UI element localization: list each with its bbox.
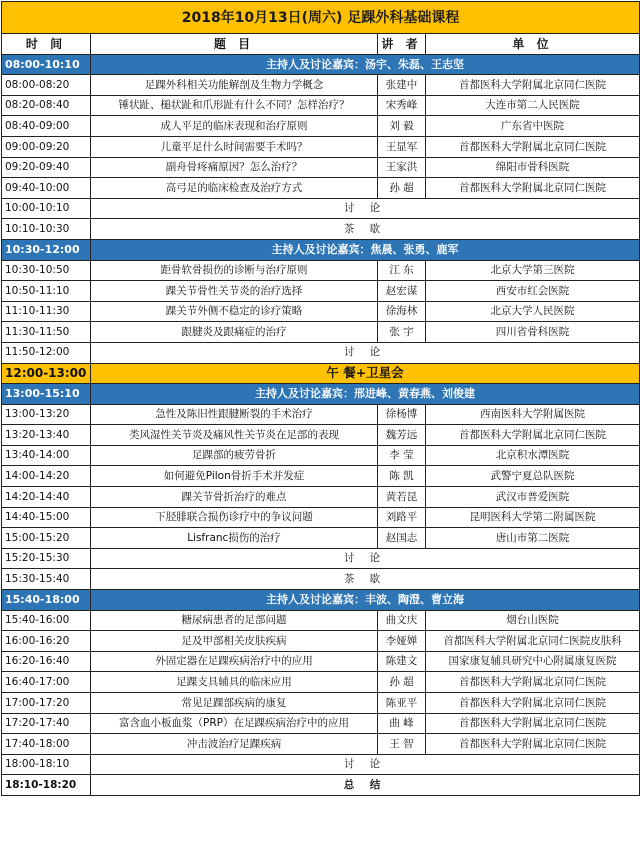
talk-row (2, 672, 640, 693)
topic-cell: 副舟骨疼痛原因？怎么治疗？ (91, 157, 378, 178)
header-speaker: 讲 者 (378, 34, 426, 55)
unit-cell: 北京积水潭医院 (426, 445, 640, 466)
session-row (2, 384, 640, 405)
time-cell: 08:00-08:20 (2, 75, 91, 96)
talk-row (2, 466, 640, 487)
unit-cell: 武汉市普爱医院 (426, 487, 640, 508)
summary-row (2, 775, 640, 796)
talk-row (2, 95, 640, 116)
time-cell: 17:20-17:40 (2, 713, 91, 734)
unit-cell: 国家康复辅具研究中心附属康复医院 (426, 651, 640, 672)
topic-cell: 足踝外科相关功能解剖及生物力学概念 (91, 75, 378, 96)
talk-row (2, 713, 640, 734)
time-cell: 13:40-14:00 (2, 445, 91, 466)
time-cell: 10:30-12:00 (2, 239, 91, 260)
topic-cell: 急性及陈旧性跟腱断裂的手术治疗 (91, 404, 378, 425)
topic-cell: 踝关节骨折治疗的难点 (91, 487, 378, 508)
unit-cell: 昆明医科大学第二附属医院 (426, 507, 640, 528)
talk-row (2, 260, 640, 281)
talk-row (2, 507, 640, 528)
schedule-table (1, 1, 640, 796)
break-label: 讨 论 (91, 342, 640, 363)
unit-cell: 西安市红会医院 (426, 281, 640, 302)
talk-row (2, 116, 640, 137)
time-cell: 08:00-10:10 (2, 54, 91, 75)
talk-row (2, 301, 640, 322)
topic-cell: 距骨软骨损伤的诊断与治疗原则 (91, 260, 378, 281)
time-cell: 16:40-17:00 (2, 672, 91, 693)
time-cell: 17:00-17:20 (2, 693, 91, 714)
unit-cell: 首都医科大学附属北京同仁医院 (426, 734, 640, 755)
time-cell: 18:10-18:20 (2, 775, 91, 796)
speaker-cell: 曲 峰 (378, 713, 426, 734)
unit-cell: 首都医科大学附属北京同仁医院 (426, 713, 640, 734)
talk-row (2, 136, 640, 157)
unit-cell: 首都医科大学附属北京同仁医院 (426, 136, 640, 157)
topic-cell: 锤状趾、槌状趾和爪形趾有什么不同？怎样治疗？ (91, 95, 378, 116)
speaker-cell: 张 宇 (378, 322, 426, 343)
session-host-cell: 主持人及讨论嘉宾：邢进峰、黄春燕、刘俊建 (91, 384, 640, 405)
unit-cell: 广东省中医院 (426, 116, 640, 137)
break-label: 讨 论 (91, 754, 640, 775)
talk-row (2, 157, 640, 178)
talk-row (2, 693, 640, 714)
unit-cell: 大连市第二人民医院 (426, 95, 640, 116)
topic-cell: 下胫腓联合损伤诊疗中的争议问题 (91, 507, 378, 528)
speaker-cell: 赵宏谋 (378, 281, 426, 302)
speaker-cell: 张建中 (378, 75, 426, 96)
break-row (2, 342, 640, 363)
talk-row (2, 281, 640, 302)
time-cell: 15:30-15:40 (2, 569, 91, 590)
time-cell: 13:20-13:40 (2, 425, 91, 446)
break-label: 茶 歇 (91, 569, 640, 590)
topic-cell: Lisfranc损伤的治疗 (91, 528, 378, 549)
time-cell: 10:50-11:10 (2, 281, 91, 302)
talk-row (2, 445, 640, 466)
speaker-cell: 王显军 (378, 136, 426, 157)
topic-cell: 高弓足的临床检查及治疗方式 (91, 178, 378, 199)
speaker-cell: 李娅婵 (378, 631, 426, 652)
time-cell: 14:00-14:20 (2, 466, 91, 487)
lunch-row (2, 363, 640, 384)
page-title: 2018年10月13日(周六) 足踝外科基础课程 (2, 2, 640, 34)
time-cell: 10:30-10:50 (2, 260, 91, 281)
break-row (2, 548, 640, 569)
unit-cell: 四川省骨科医院 (426, 322, 640, 343)
topic-cell: 儿童平足什么时间需要手术吗？ (91, 136, 378, 157)
session-host-cell: 主持人及讨论嘉宾：丰波、陶澄、曹立海 (91, 590, 640, 611)
speaker-cell: 江 东 (378, 260, 426, 281)
talk-row (2, 651, 640, 672)
topic-cell: 如何避免Pilon骨折手术并发症 (91, 466, 378, 487)
header-row (2, 34, 640, 55)
unit-cell: 首都医科大学附属北京同仁医院皮肤科 (426, 631, 640, 652)
unit-cell: 北京大学第三医院 (426, 260, 640, 281)
speaker-cell: 李 莹 (378, 445, 426, 466)
talk-row (2, 178, 640, 199)
time-cell: 15:40-18:00 (2, 590, 91, 611)
speaker-cell: 陈亚平 (378, 693, 426, 714)
summary-label: 总 结 (91, 775, 640, 796)
talk-row (2, 425, 640, 446)
time-cell: 10:10-10:30 (2, 219, 91, 240)
topic-cell: 踝关节骨性关节炎的治疗选择 (91, 281, 378, 302)
topic-cell: 踝关节外侧不稳定的诊疗策略 (91, 301, 378, 322)
talk-row (2, 528, 640, 549)
time-cell: 09:40-10:00 (2, 178, 91, 199)
speaker-cell: 魏芳远 (378, 425, 426, 446)
speaker-cell: 黄若昆 (378, 487, 426, 508)
speaker-cell: 陈 凯 (378, 466, 426, 487)
break-label: 茶 歇 (91, 219, 640, 240)
session-host-cell: 主持人及讨论嘉宾：焦晨、张勇、鹿军 (91, 239, 640, 260)
time-cell: 14:20-14:40 (2, 487, 91, 508)
session-row (2, 54, 640, 75)
topic-cell: 跟腱炎及跟痛症的治疗 (91, 322, 378, 343)
topic-cell: 富含血小板血浆（PRP）在足踝疾病治疗中的应用 (91, 713, 378, 734)
title-row (2, 2, 640, 34)
speaker-cell: 孙 超 (378, 178, 426, 199)
unit-cell: 首都医科大学附属北京同仁医院 (426, 672, 640, 693)
speaker-cell: 宋秀峰 (378, 95, 426, 116)
speaker-cell: 王家洪 (378, 157, 426, 178)
speaker-cell: 赵国志 (378, 528, 426, 549)
lunch-label: 午 餐+卫星会 (91, 363, 640, 384)
topic-cell: 足踝支具辅具的临床应用 (91, 672, 378, 693)
time-cell: 18:00-18:10 (2, 754, 91, 775)
break-row (2, 754, 640, 775)
time-cell: 09:20-09:40 (2, 157, 91, 178)
unit-cell: 首都医科大学附属北京同仁医院 (426, 693, 640, 714)
session-row (2, 239, 640, 260)
topic-cell: 常见足踝部疾病的康复 (91, 693, 378, 714)
time-cell: 09:00-09:20 (2, 136, 91, 157)
time-cell: 15:20-15:30 (2, 548, 91, 569)
talk-row (2, 610, 640, 631)
speaker-cell: 徐杨博 (378, 404, 426, 425)
talk-row (2, 734, 640, 755)
talk-row (2, 487, 640, 508)
unit-cell: 西南医科大学附属医院 (426, 404, 640, 425)
time-cell: 16:00-16:20 (2, 631, 91, 652)
topic-cell: 冲击波治疗足踝疾病 (91, 734, 378, 755)
break-row (2, 198, 640, 219)
speaker-cell: 孙 超 (378, 672, 426, 693)
header-topic: 题 目 (91, 34, 378, 55)
break-label: 讨 论 (91, 198, 640, 219)
time-cell: 16:20-16:40 (2, 651, 91, 672)
unit-cell: 绵阳市骨科医院 (426, 157, 640, 178)
topic-cell: 足踝部的疲劳骨折 (91, 445, 378, 466)
unit-cell: 北京大学人民医院 (426, 301, 640, 322)
talk-row (2, 631, 640, 652)
break-row (2, 569, 640, 590)
time-cell: 12:00-13:00 (2, 363, 91, 384)
time-cell: 08:20-08:40 (2, 95, 91, 116)
topic-cell: 外固定器在足踝疾病治疗中的应用 (91, 651, 378, 672)
topic-cell: 类风湿性关节炎及痛风性关节炎在足部的表现 (91, 425, 378, 446)
time-cell: 13:00-13:20 (2, 404, 91, 425)
unit-cell: 首都医科大学附属北京同仁医院 (426, 75, 640, 96)
time-cell: 11:10-11:30 (2, 301, 91, 322)
unit-cell: 唐山市第二医院 (426, 528, 640, 549)
speaker-cell: 陈建文 (378, 651, 426, 672)
header-time: 时 间 (2, 34, 91, 55)
time-cell: 10:00-10:10 (2, 198, 91, 219)
topic-cell: 成人平足的临床表现和治疗原则 (91, 116, 378, 137)
speaker-cell: 刘路平 (378, 507, 426, 528)
time-cell: 11:50-12:00 (2, 342, 91, 363)
time-cell: 15:40-16:00 (2, 610, 91, 631)
break-row (2, 219, 640, 240)
talk-row (2, 75, 640, 96)
speaker-cell: 刘 毅 (378, 116, 426, 137)
speaker-cell: 曲文庆 (378, 610, 426, 631)
unit-cell: 首都医科大学附属北京同仁医院 (426, 178, 640, 199)
header-unit: 单 位 (426, 34, 640, 55)
time-cell: 11:30-11:50 (2, 322, 91, 343)
time-cell: 15:00-15:20 (2, 528, 91, 549)
speaker-cell: 王 智 (378, 734, 426, 755)
time-cell: 14:40-15:00 (2, 507, 91, 528)
unit-cell: 烟台山医院 (426, 610, 640, 631)
break-label: 讨 论 (91, 548, 640, 569)
topic-cell: 糖尿病患者的足部问题 (91, 610, 378, 631)
time-cell: 13:00-15:10 (2, 384, 91, 405)
topic-cell: 足及甲部相关皮肤疾病 (91, 631, 378, 652)
session-host-cell: 主持人及讨论嘉宾：汤宇、朱磊、王志坚 (91, 54, 640, 75)
time-cell: 08:40-09:00 (2, 116, 91, 137)
unit-cell: 武警宁夏总队医院 (426, 466, 640, 487)
time-cell: 17:40-18:00 (2, 734, 91, 755)
speaker-cell: 徐海林 (378, 301, 426, 322)
talk-row (2, 404, 640, 425)
unit-cell: 首都医科大学附属北京同仁医院 (426, 425, 640, 446)
talk-row (2, 322, 640, 343)
session-row (2, 590, 640, 611)
